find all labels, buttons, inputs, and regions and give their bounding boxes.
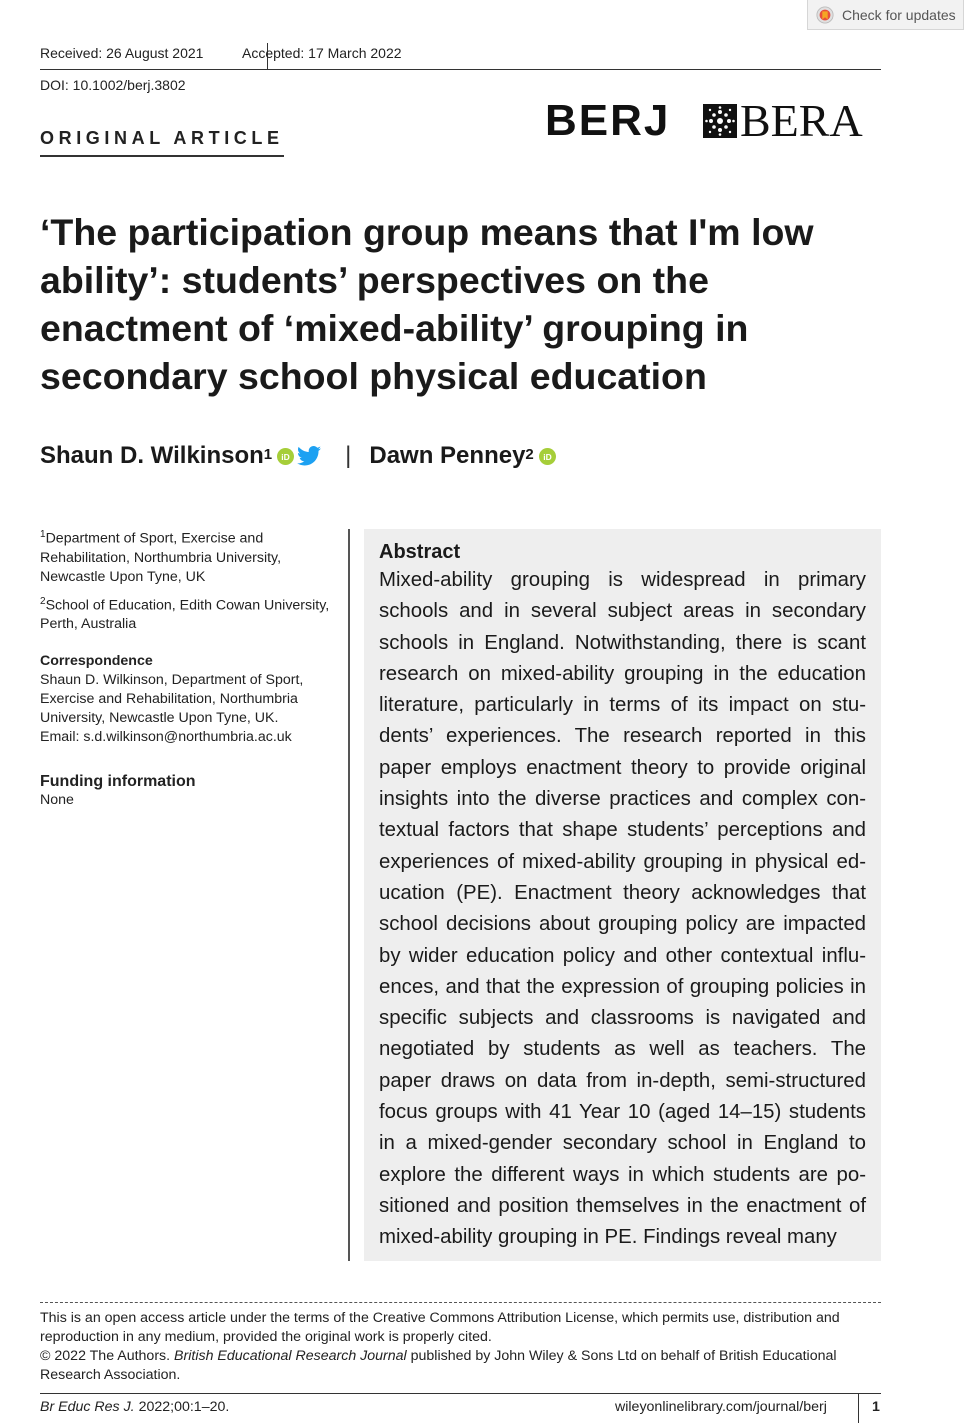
bera-emblem-icon [703,104,737,138]
affiliation-num: 2 [40,595,46,607]
check-updates-icon [816,6,834,24]
affiliation [40,592,330,635]
funding-heading: Funding information [40,773,196,791]
affiliation-num: 1 [40,529,46,540]
doi[interactable]: DOI: 10.1002/berj.3802 [40,77,186,93]
author-separator: | [345,442,352,469]
funding-text: None [40,792,74,809]
citation-journal: Br Educ Res J. [40,1399,135,1415]
svg-text:iD: iD [543,451,552,462]
correspondence-email[interactable]: Email: s.d.wilkinson@northumbria.ac.uk [40,729,292,746]
correspondence-heading: Correspondence [40,653,153,670]
author-name[interactable]: Dawn Penney [369,442,526,469]
affiliation-text: School of Education, Edith Cowan University, Perth, Australia [40,597,330,633]
column-divider [348,529,350,1261]
received-date: Received: 26 August 2021 [40,45,204,61]
citation [40,1399,229,1415]
footer-rule [40,1393,881,1394]
correspondence-text: Shaun D. Wilkinson, Department of Sport, Exercise and Rehabilitation, Northumbria University, Newcastle Upon Tyne, UK. [40,672,304,727]
page-number: 1 [872,1399,880,1415]
license-text: This is an open access article under the terms of the Creative Commons Attribution License, which permits use, distribution and reproduction in any medium, provided the original work is properly cited. [40,1310,840,1345]
abstract-box [364,529,881,1261]
author-name[interactable]: Shaun D. Wilkinson [40,442,264,469]
author-affil-num: 2 [525,445,534,463]
accepted-date: Accepted: 17 March 2022 [242,45,402,61]
association-logo: BERA [740,95,863,146]
author-affil-num: 1 [263,445,273,463]
check-for-updates-button[interactable] [807,0,964,30]
copyright-text [40,1347,881,1385]
abstract-text: Mixed-ability grouping is widespread in primary schools and in several subject areas in secondary schools in England. Notwithstanding, there is scant research on mixed-ability grouping in the education literature, particularly in terms of its impact on stu-dents’ experiences. The research reported in this paper employs enactment theory to provide original insights into the diverse practices and complex con-textual factors that shape students’ perceptions and experiences of mixed-ability grouping in physical ed-ucation (PE). Enactment theory acknowledges that school decisions about grouping policy are impacted by wider education policy and other contextual influ-ences, and that the expression of grouping policies in specific subjects and classrooms is navigated and negotiated by students as well as teachers. The paper draws on data from in-depth, semi-structured focus groups with 41 Year 10 (aged 14–15) students in a mixed-gender secondary school in England to explore the different ways in which students are po-sitioned and position themselves in the enactment of mixed-ability grouping in PE. Findings reveal many [379,569,866,1249]
journal-logo: BERJ [545,96,671,145]
orcid-icon[interactable] [277,448,294,465]
twitter-icon[interactable] [297,446,321,466]
abstract-heading: Abstract [379,541,461,563]
author-list [40,442,556,470]
copyright-suffix: published by John Wiley & Sons Ltd on behalf of British Educational Research Association. [40,1348,837,1383]
check-updates-label: Check for updates [842,6,956,23]
orcid-icon[interactable] [539,448,556,465]
svg-text:iD: iD [281,451,290,462]
affiliation-text: Department of Sport, Exercise and Rehabilitation, Northumbria University, Newcastle Upon Tyne, UK [40,530,282,585]
copyright-prefix: © 2022 The Authors. [40,1348,171,1364]
article-type-label: ORIGINAL ARTICLE [40,128,284,157]
submission-dates [40,43,881,70]
citation-volume: 2022;00:1–20. [138,1399,230,1415]
journal-name: British Educational Research Journal [174,1348,407,1364]
license-note [40,1302,881,1385]
affiliation [40,525,330,587]
author-info-column [40,525,330,810]
journal-url[interactable]: wileyonlinelibrary.com/journal/berj [615,1399,827,1415]
article-title: ‘The participation group means that I'm low ability’: students’ perspectives on the enactment of ‘mixed-ability’ grouping in secondary school physical education [40,211,814,397]
page-divider [858,1393,859,1423]
